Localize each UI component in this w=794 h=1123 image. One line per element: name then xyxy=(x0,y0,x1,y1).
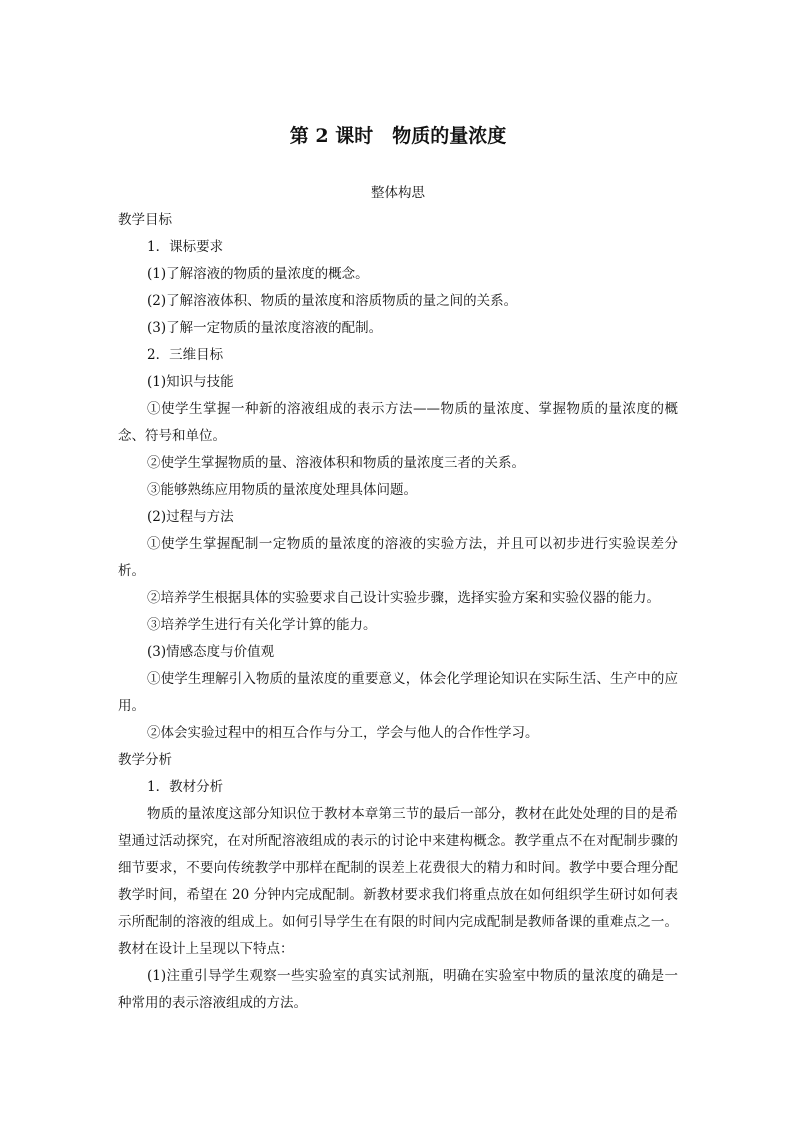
paragraph: ②培养学生根据具体的实验要求自己设计实验步骤，选择实验方案和实验仪器的能力。 xyxy=(147,590,660,606)
paragraph: (3)了解一定物质的量浓度溶液的配制。 xyxy=(147,320,383,336)
paragraph: ①使学生掌握一种新的溶液组成的表示方法——物质的量浓度、掌握物质的量浓度的概念、符号和单位。 xyxy=(118,401,678,444)
paragraph: ②使学生掌握物质的量、溶液体积和物质的量浓度三者的关系。 xyxy=(147,455,525,471)
section-subtitle: 整体构思 xyxy=(371,185,425,201)
subheading-attitudes-values: (3)情感态度与价值观 xyxy=(147,644,275,660)
heading-teaching-analysis: 教学分析 xyxy=(118,752,172,768)
paragraph: ③培养学生进行有关化学计算的能力。 xyxy=(147,617,377,633)
item-curriculum-requirements: 1．课标要求 xyxy=(147,239,224,255)
heading-teaching-goals: 教学目标 xyxy=(118,212,172,228)
title-spacer xyxy=(118,154,678,180)
subheading-knowledge-skills: (1)知识与技能 xyxy=(147,374,234,390)
paragraph: (1)注重引导学生观察一些实验室的真实试剂瓶，明确在实验室中物质的量浓度的确是一种常用的表示溶液组成的方法。 xyxy=(118,968,678,1011)
paragraph: ②体会实验过程中的相互合作与分工，学会与他人的合作性学习。 xyxy=(147,725,539,741)
item-three-dimensional-goals: 2．三维目标 xyxy=(147,347,224,363)
paragraph: (2)了解溶液体积、物质的量浓度和溶质物质的量之间的关系。 xyxy=(147,293,518,309)
item-textbook-analysis: 1．教材分析 xyxy=(147,779,224,795)
paragraph: ①使学生掌握配制一定物质的量浓度的溶液的实验方法，并且可以初步进行实验误差分析。 xyxy=(118,536,678,579)
paragraph: ③能够熟练应用物质的量浓度处理具体问题。 xyxy=(147,482,417,498)
page-title: 第 2 课时 物质的量浓度 xyxy=(289,125,507,147)
paragraph: 物质的量浓度这部分知识位于教材本章第三节的最后一部分，教材在此处处理的目的是希望通过活动探究，在对所配溶液组成的表示的讨论中来建构概念。教学重点不在对配制步骤的细节要求，不要向传统教学中那样在配制的误差上花费很大的精力和时间。教学中要合理分配教学时间，希望在 20 分钟内完成配制。新教材要求我们将重点放在如何组织学生研讨如何表示所配制的溶液的组成上。如何引导学生在有限的时间内完成配制是教师备课的重难点之一。教材在设计上呈现以下特点： xyxy=(118,806,678,957)
paragraph: (1)了解溶液的物质的量浓度的概念。 xyxy=(147,266,369,282)
subheading-process-methods: (2)过程与方法 xyxy=(147,509,234,525)
paragraph: ①使学生理解引入物质的量浓度的重要意义，体会化学理论知识在实际生活、生产中的应用。 xyxy=(118,671,678,714)
document-body xyxy=(118,118,678,1017)
